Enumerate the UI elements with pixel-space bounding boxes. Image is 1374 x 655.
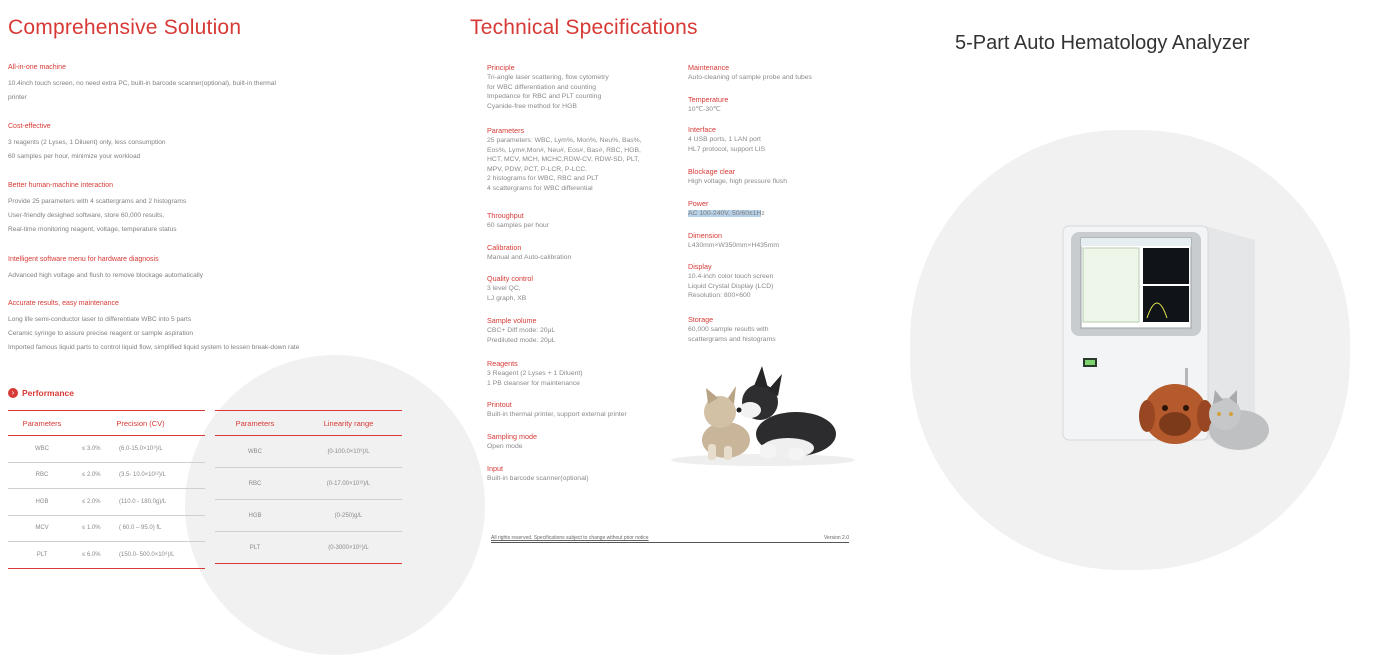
range-cell: (6.0-15.0×10⁹)/L — [113, 436, 205, 463]
param-cell: RBC — [215, 468, 295, 500]
spec-display — [688, 262, 888, 301]
precision-header-cv: Precision (CV) — [76, 411, 205, 436]
spec-storage — [688, 315, 888, 344]
feature-title: All-in-one machine — [8, 64, 66, 71]
spec-body: 10.4-inch color touch screen Liquid Crystal Display (LCD) Resolution: 800×600 — [688, 273, 774, 300]
table-row — [215, 500, 402, 532]
spec-body: 4 USB ports, 1 LAN port HL7 protocol, support LIS — [688, 136, 766, 153]
feature-title: Cost-effective — [8, 123, 51, 130]
param-cell: RBC — [8, 462, 76, 489]
range-cell: (3.5- 10.0×10¹²)/L — [113, 462, 205, 489]
linearity-header-range: Linearity range — [295, 411, 402, 436]
spec-parameters — [487, 126, 687, 194]
spec-heading: Interface — [688, 125, 716, 134]
range-cell: (0-17.00×10¹²)/L — [295, 468, 402, 500]
spec-body: 3 Reagent (2 Lyses + 1 Diluent) 1 PB cleanser for maintenance — [487, 370, 583, 387]
range-cell: (110.0 - 180.0g)/L — [113, 489, 205, 516]
param-cell: WBC — [215, 436, 295, 468]
spec-body: Auto-cleaning of sample probe and tubes — [688, 74, 812, 81]
spec-heading: Principle — [487, 63, 515, 72]
feature-diagnosis — [8, 256, 388, 283]
feature-cost-effective — [8, 123, 388, 164]
table-row — [8, 515, 205, 542]
feature-accurate — [8, 300, 388, 355]
feature-line: 10.4inch touch screen, no need extra PC, built-in barcode scanner(optional), built-in thermal — [8, 80, 276, 87]
puppy-kitten-photo — [668, 352, 858, 467]
spec-heading: Storage — [688, 315, 714, 324]
performance-label: Performance — [22, 388, 74, 398]
analyzer-device-image — [1055, 218, 1270, 450]
table-row — [8, 489, 205, 516]
spec-body — [688, 209, 888, 219]
spec-body: Built-in thermal printer, support external printer — [487, 411, 627, 418]
spec-blockage-clear — [688, 167, 888, 187]
range-cell: ( 60.0 – 95.0) fL — [113, 515, 205, 542]
spec-principle — [487, 63, 687, 111]
spec-throughput — [487, 211, 687, 231]
spec-body: 60,000 sample results with scattergrams and histograms — [688, 326, 776, 343]
power-highlight: AC 100-240V, 50/60±1H — [688, 210, 762, 217]
precision-header-parameters: Parameters — [8, 411, 76, 436]
spec-heading: Maintenance — [688, 63, 730, 72]
middle-title: Technical Specifications — [470, 16, 698, 39]
feature-line: 60 samples per hour, minimize your workload — [8, 153, 141, 160]
range-cell: (0-100.0×10⁹)/L — [295, 436, 402, 468]
cv-cell: ≤ 3.0% — [76, 436, 113, 463]
spec-body: 60 samples per hour — [487, 222, 549, 229]
range-cell: (0-3000×10⁹)/L — [295, 532, 402, 564]
feature-line: 3 reagents (2 Lyses, 1 Diluent) only, less consumption — [8, 139, 166, 146]
precision-table — [8, 410, 205, 569]
spec-body: 25 parameters: WBC, Lym%, Mon%, Neu%, Bas%, Eos%, Lym#,Mon#, Neu#, Eos#, Bas#, RBC, HGB, HCT, MCV, MCH, MCHC,RDW-CV, RDW-SD, PLT, MPV, PDW, PCT, P-LCR, P-LCC. 2 histograms for WBC, RBC and PLT 4 scattergrams for WBC differential — [487, 137, 642, 192]
feature-line: Advanced high voltage and flush to remove blockage automatically — [8, 272, 204, 279]
spec-heading: Power — [688, 199, 709, 208]
spec-heading: Sampling mode — [487, 432, 537, 441]
spec-heading: Display — [688, 262, 712, 271]
cv-cell: ≤ 2.0% — [76, 462, 113, 489]
spec-body: CBC+ Diff mode: 20μL Prediluted mode: 20μL — [487, 327, 556, 344]
spec-sampling-mode — [487, 432, 687, 452]
param-cell: PLT — [8, 542, 76, 569]
param-cell: PLT — [215, 532, 295, 564]
spec-heading: Calibration — [487, 243, 522, 252]
range-cell: (0-250)g/L — [295, 500, 402, 532]
spec-printout — [487, 400, 687, 420]
spec-heading: Input — [487, 464, 503, 473]
spec-dimension — [688, 231, 888, 251]
spec-heading: Parameters — [487, 126, 525, 135]
spec-calibration — [487, 243, 687, 263]
footer-rights: All rights reserved. Specifications subject to change without prior notice — [491, 535, 649, 541]
table-row — [8, 462, 205, 489]
spec-maintenance — [688, 63, 888, 83]
spec-heading: Temperature — [688, 95, 729, 104]
feature-line: Ceramic syringe to assure precise reagent or sample aspiration — [8, 330, 194, 337]
spec-body: Manual and Auto-calibration — [487, 254, 572, 261]
table-row — [215, 532, 402, 564]
spec-heading: Sample volume — [487, 316, 537, 325]
performance-heading — [8, 388, 74, 398]
spec-sample-volume — [487, 316, 687, 345]
chevron-right-icon: › — [8, 388, 18, 398]
range-cell: (150.0- 500.0×10⁹)/L — [113, 542, 205, 569]
spec-body: Tri-angle laser scattering, flow cytometry for WBC differentiation and counting Impedance for RBC and PLT counting Cyanide-free method for HGB — [487, 74, 609, 110]
spec-power — [688, 199, 888, 219]
param-cell: WBC — [8, 436, 76, 463]
product-title: 5-Part Auto Hematology Analyzer — [955, 32, 1250, 54]
spec-body: Open mode — [487, 443, 523, 450]
feature-all-in-one — [8, 64, 388, 105]
table-row — [8, 436, 205, 463]
spec-body: 3 level QC, LJ graph, XB — [487, 285, 527, 302]
footer — [491, 535, 849, 543]
spec-temperature — [688, 95, 888, 115]
feature-line: Imported famous liquid parts to control liquid flow, simplified liquid system to lessen break-down rate — [8, 344, 300, 351]
feature-line: Long life semi-conductor laser to differentiate WBC into 5 parts — [8, 316, 192, 323]
spec-quality-control — [487, 274, 687, 303]
spec-body: L430mm×W350mm×H435mm — [688, 242, 780, 249]
feature-title: Accurate results, easy maintenance — [8, 300, 119, 307]
spec-interface — [688, 125, 888, 154]
spec-body: Built-in barcode scanner(optional) — [487, 475, 589, 482]
table-row — [215, 468, 402, 500]
table-row — [8, 542, 205, 569]
param-cell: HGB — [8, 489, 76, 516]
feature-line: Provide 25 parameters with 4 scattergrams and 2 histograms — [8, 198, 187, 205]
feature-line: User-friendly desighed software, store 60,000 results, — [8, 212, 165, 219]
feature-title: Intelligent software menu for hardware diagnosis — [8, 256, 159, 263]
power-tail: z — [761, 210, 765, 217]
spec-heading: Dimension — [688, 231, 722, 240]
feature-line: Real-time monitoring reagent, voltage, temperature status — [8, 226, 177, 233]
table-row — [215, 436, 402, 468]
spec-heading: Printout — [487, 400, 512, 409]
spec-body: 10℃-30℃ — [688, 106, 721, 113]
linearity-table — [215, 410, 402, 564]
footer-version: Version 2.0 — [823, 535, 849, 541]
spec-body: High voltage, high pressure flush — [688, 178, 787, 185]
feature-title: Better human-machine interaction — [8, 182, 114, 189]
spec-reagents — [487, 359, 687, 388]
param-cell: HGB — [215, 500, 295, 532]
param-cell: MCV — [8, 515, 76, 542]
linearity-header-parameters: Parameters — [215, 411, 295, 436]
spec-heading: Quality control — [487, 274, 533, 283]
cv-cell: ≤ 1.0% — [76, 515, 113, 542]
cv-cell: ≤ 2.0% — [76, 489, 113, 516]
spec-heading: Throughput — [487, 211, 524, 220]
spec-heading: Blockage clear — [688, 167, 736, 176]
spec-input — [487, 464, 687, 484]
spec-heading: Reagents — [487, 359, 518, 368]
cv-cell: ≤ 6.0% — [76, 542, 113, 569]
feature-interaction — [8, 182, 388, 237]
feature-line: printer — [8, 94, 27, 101]
left-title: Comprehensive Solution — [8, 16, 242, 39]
